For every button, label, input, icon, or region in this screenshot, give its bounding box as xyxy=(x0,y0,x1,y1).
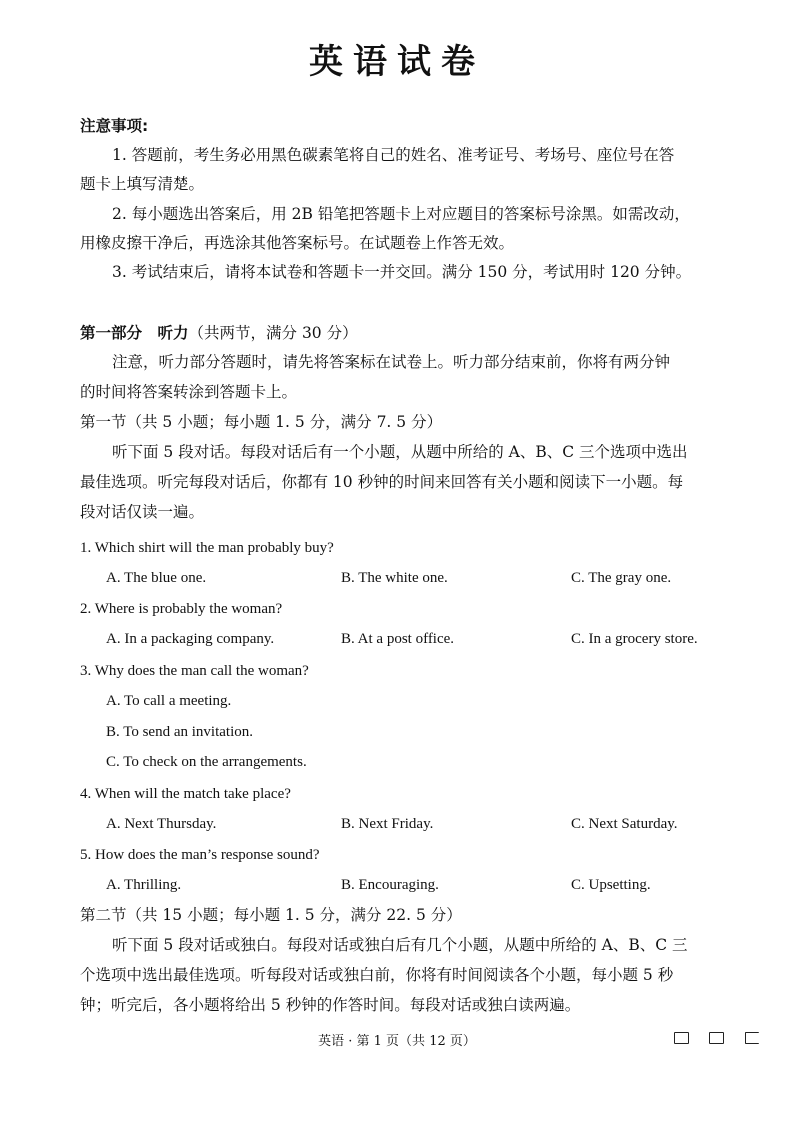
footer-square-mark-3 xyxy=(745,1032,759,1044)
section1-heading: 第一节（共 5 小题；每小题 1. 5 分，满分 7. 5 分） xyxy=(80,413,443,431)
exam-title: 英语试卷 xyxy=(309,42,485,82)
notice-item-1-line-2: 题卡上填写清楚。 xyxy=(80,175,205,193)
part1-heading-score: （共两节，满分 30 分） xyxy=(188,324,358,342)
question-5: 5. How does the man’s response sound? xyxy=(80,847,320,863)
question-1-option-b: B. The white one. xyxy=(341,570,448,586)
question-2-option-a: A. In a packaging company. xyxy=(106,631,275,647)
part1-intro-line-2: 的时间将答案转涂到答题卡上。 xyxy=(80,383,298,401)
section2-intro-line-1: 听下面 5 段对话或独白。每段对话或独白后有几个小题，从题中所给的 A、B、C 三 xyxy=(112,936,688,954)
section2-intro-line-3: 钟；听完后，各小题将给出 5 秒钟的作答时间。每段对话或独白读两遍。 xyxy=(80,996,581,1014)
notice-item-1-line-1: 1. 答题前，考生务必用黑色碳素笔将自己的姓名、准考证号、考场号、座位号在答 xyxy=(112,146,675,164)
notice-item-2-line-1: 2. 每小题选出答案后，用 2B 铅笔把答题卡上对应题目的答案标号涂黑。如需改动， xyxy=(112,205,690,223)
notice-item-2-line-2: 用橡皮擦干净后，再选涂其他答案标号。在试题卷上作答无效。 xyxy=(80,234,515,252)
question-4-option-a: A. Next Thursday. xyxy=(106,816,217,832)
question-3: 3. Why does the man call the woman? xyxy=(80,663,309,679)
question-2-option-c: C. In a grocery store. xyxy=(571,631,698,647)
question-1-option-c: C. The gray one. xyxy=(571,570,672,586)
question-5-option-a: A. Thrilling. xyxy=(106,877,182,893)
question-3-option-b: B. To send an invitation. xyxy=(106,724,253,740)
section2-heading: 第二节（共 15 小题；每小题 1. 5 分，满分 22. 5 分） xyxy=(80,906,462,924)
question-4-option-b: B. Next Friday. xyxy=(341,816,434,832)
section1-intro-line-3: 段对话仅读一遍。 xyxy=(80,503,205,521)
question-2: 2. Where is probably the woman? xyxy=(80,601,283,617)
footer-square-mark-2 xyxy=(709,1032,724,1044)
question-1: 1. Which shirt will the man probably buy? xyxy=(80,540,334,556)
part1-heading-title: 第一部分 听力 xyxy=(80,324,189,342)
part1-intro-line-1: 注意，听力部分答题时，请先将答案标在试卷上。听力部分结束前，你将有两分钟 xyxy=(112,353,671,371)
notice-heading: 注意事项: xyxy=(80,117,149,135)
footer-square-mark-1 xyxy=(674,1032,689,1044)
page-footer: 英语 · 第 1 页（共 12 页） xyxy=(318,1034,476,1049)
question-5-option-c: C. Upsetting. xyxy=(571,877,651,893)
question-4: 4. When will the match take place? xyxy=(80,786,291,802)
question-4-option-c: C. Next Saturday. xyxy=(571,816,678,832)
section1-intro-line-2: 最佳选项。听完每段对话后，你都有 10 秒钟的时间来回答有关小题和阅读下一小题。每 xyxy=(80,473,684,491)
question-2-option-b: B. At a post office. xyxy=(341,631,455,647)
question-3-option-a: A. To call a meeting. xyxy=(106,693,232,709)
part1-heading xyxy=(80,323,358,343)
section2-intro-line-2: 个选项中选出最佳选项。听每段对话或独白前，你将有时间阅读各个小题，每小题 5 秒 xyxy=(80,966,674,984)
question-3-option-c: C. To check on the arrangements. xyxy=(106,754,307,770)
notice-item-3: 3. 考试结束后，请将本试卷和答题卡一并交回。满分 150 分，考试用时 120 分钟。 xyxy=(112,263,692,281)
section1-intro-line-1: 听下面 5 段对话。每段对话后有一个小题，从题中所给的 A、B、C 三个选项中选出 xyxy=(112,443,688,461)
question-1-option-a: A. The blue one. xyxy=(106,570,207,586)
question-5-option-b: B. Encouraging. xyxy=(341,877,439,893)
